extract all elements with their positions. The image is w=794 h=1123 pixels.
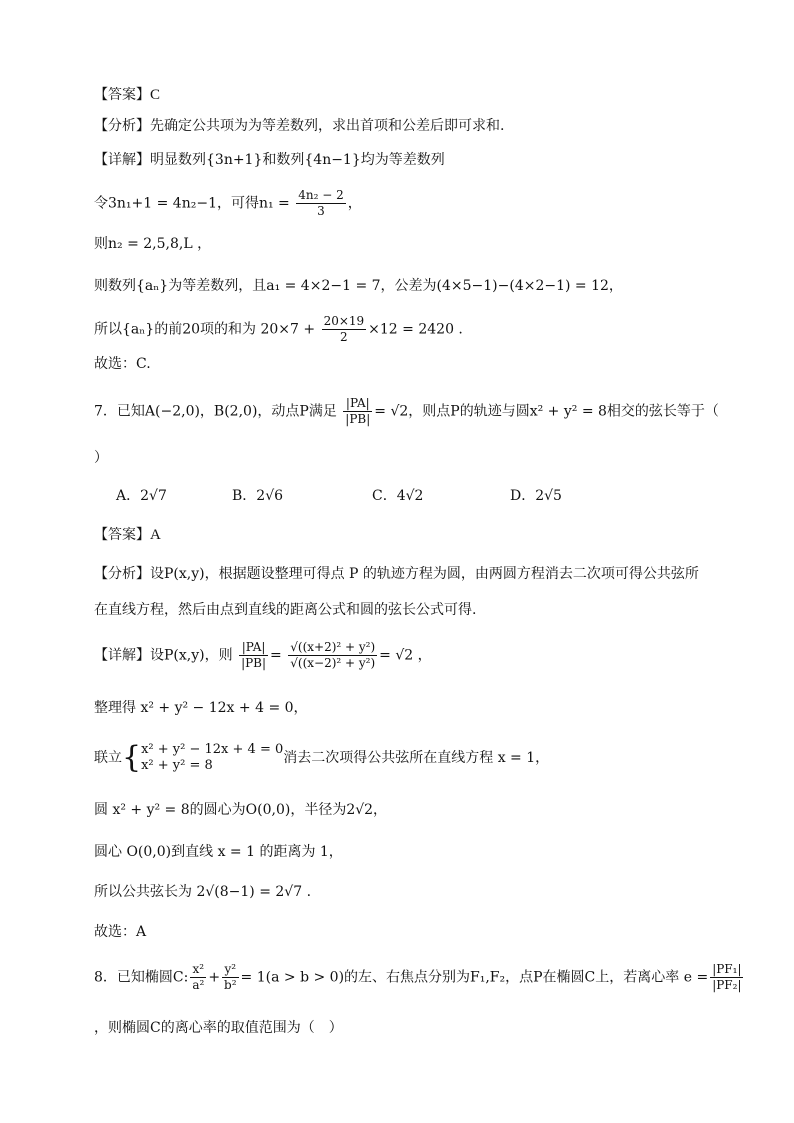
fraction-numerator: 4n₂ − 2 [298, 188, 344, 202]
q6-detail-line-2 [94, 188, 362, 219]
fraction-denominator: |PB| [345, 412, 371, 426]
equation-1: x² + y² − 12x + 4 = 0 [141, 742, 284, 757]
answer-tag: 【答案】 [94, 527, 150, 543]
detail-text: 则数列{aₙ}为等差数列，且a₁ = 4×2−1 = 7，公差为(4×5−1)−(4×2−1) = 12， [94, 278, 623, 294]
stem-text: ，则椭圆C的离心率的取值范围为（ ） [94, 1020, 343, 1036]
fraction [288, 640, 377, 671]
answer-value: A [150, 527, 161, 543]
q7-stem-line [94, 396, 719, 427]
fraction-denominator: |PF₂| [712, 978, 742, 992]
fraction [322, 314, 367, 345]
analysis-text: 先确定公共项为为等差数列，求出首项和公差后即可求和. [150, 118, 505, 134]
fraction [190, 962, 206, 993]
q6-detail-line-3 [94, 234, 211, 254]
q7-detail-line-1 [94, 640, 432, 671]
fraction [296, 188, 346, 219]
punctuation: ， [347, 195, 362, 212]
q7-analysis-line-2 [94, 600, 476, 620]
stem-text: 8．已知椭圆C: [94, 969, 189, 986]
analysis-tag: 【分析】 [94, 118, 150, 134]
detail-text: 消去二次项得公共弦所在直线方程 x = 1， [283, 750, 550, 766]
detail-text: ×12 = 2420 . [368, 321, 463, 338]
q7-options [116, 486, 676, 506]
detail-text: = √2 ， [379, 647, 432, 664]
detail-text: 令3n₁+1 = 4n₂−1，可得n₁ = [94, 195, 290, 212]
q6-detail-line-4 [94, 276, 623, 296]
q7-stem-close [94, 448, 108, 468]
fraction-numerator: |PA| [343, 396, 372, 412]
q7-detail-line-3 [94, 742, 549, 774]
choose-text: 故选：C. [94, 356, 151, 372]
left-brace: { [122, 740, 142, 775]
equation-system [141, 742, 283, 774]
answer-tag: 【答案】 [94, 87, 150, 103]
q7-detail-line-6 [94, 882, 311, 902]
q7-detail-line-2 [94, 698, 308, 718]
fraction-numerator: x² [190, 962, 206, 978]
option-b[interactable]: B．2√6 [232, 488, 284, 504]
q6-detail-line-1 [94, 150, 445, 170]
detail-text: 则n₂ = 2,5,8,L ， [94, 236, 212, 252]
detail-text: 整理得 x² + y² − 12x + 4 = 0， [94, 700, 308, 716]
q7-choose-line [94, 922, 146, 942]
fraction-numerator: y² [222, 962, 239, 978]
equation-2: x² + y² = 8 [141, 758, 213, 773]
fraction-numerator: |PF₁| [712, 962, 742, 976]
fraction-numerator: |PA| [239, 640, 268, 656]
fraction-numerator: √((x+2)² + y²) [290, 640, 376, 654]
fraction-denominator: 3 [317, 204, 325, 218]
detail-text: 明显数列{3n+1}和数列{4n−1}均为等差数列 [150, 152, 445, 168]
detail-tag: 【详解】 [94, 647, 150, 664]
detail-text: 所以公共弦长为 2√(8−1) = 2√7 . [94, 884, 312, 900]
q6-choose-line [94, 354, 151, 374]
equals-sign: = [270, 647, 282, 664]
detail-text: 圆 x² + y² = 8的圆心为O(0,0)，半径为2√2， [94, 802, 388, 818]
fraction-numerator: 20×19 [323, 314, 365, 328]
analysis-text: 在直线方程，然后由点到直线的距离公式和圆的弦长公式可得. [94, 602, 477, 618]
detail-text: 联立 [94, 750, 122, 766]
choose-text: 故选：A [94, 924, 147, 940]
q6-analysis-line [94, 116, 504, 136]
q8-stem-line-2 [94, 1018, 343, 1038]
q8-stem-line-1 [94, 962, 745, 993]
fraction-denominator: b² [224, 978, 237, 992]
fraction [239, 640, 268, 671]
fraction-denominator: |PB| [241, 656, 267, 670]
fraction-denominator: √((x−2)² + y²) [290, 656, 376, 670]
q6-answer-line [94, 85, 160, 105]
option-c[interactable]: C．4√2 [372, 488, 424, 504]
q7-answer-line [94, 525, 161, 545]
detail-text: 设P(x,y)，则 [150, 647, 233, 664]
q7-analysis-line-1 [94, 564, 699, 584]
fraction [343, 396, 372, 427]
q7-detail-line-4 [94, 800, 387, 820]
fraction [222, 962, 239, 993]
stem-text: = 1(a > b > 0)的左、右焦点分别为F₁,F₂，点P在椭圆C上，若离心率 e = [240, 969, 709, 986]
detail-text: 所以{aₙ}的前20项的和为 20×7 + [94, 321, 316, 338]
q7-detail-line-5 [94, 842, 343, 862]
q6-detail-line-5 [94, 314, 463, 345]
detail-text: 圆心 O(0,0)到直线 x = 1 的距离为 1， [94, 844, 343, 860]
paren-close: ） [94, 450, 108, 466]
stem-text: 7．已知A(−2,0)，B(2,0)，动点P满足 [94, 403, 337, 420]
fraction [710, 962, 743, 993]
detail-tag: 【详解】 [94, 152, 150, 168]
plus-sign: + [208, 969, 221, 986]
analysis-tag: 【分析】 [94, 566, 150, 582]
analysis-text: 设P(x,y)，根据题设整理可得点 P 的轨迹方程为圆，由两圆方程消去二次项可得公共弦所 [150, 566, 699, 582]
option-a[interactable]: A．2√7 [116, 488, 167, 504]
option-d[interactable]: D．2√5 [510, 488, 562, 504]
fraction-denominator: 2 [340, 330, 348, 344]
answer-value: C [150, 87, 161, 103]
fraction-denominator: a² [192, 978, 205, 992]
stem-text: = √2，则点P的轨迹与圆x² + y² = 8相交的弦长等于（ [374, 403, 719, 420]
